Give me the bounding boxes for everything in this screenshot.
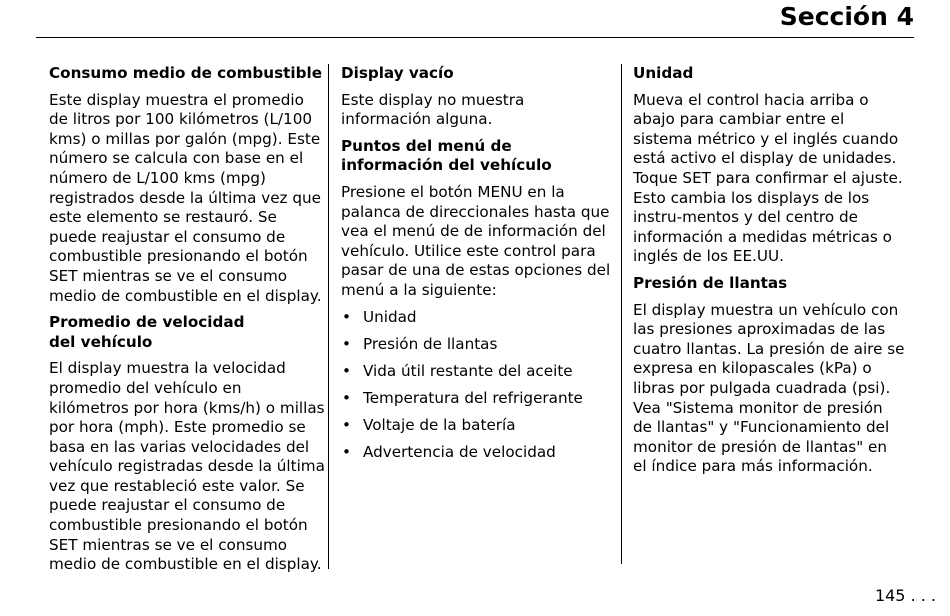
bullet-icon: • bbox=[342, 361, 351, 380]
heading-tire-pressure: Presión de llantas bbox=[633, 273, 788, 292]
column-left bbox=[49, 64, 325, 582]
paragraph-tire-pressure: El display muestra un vehículo con las presiones aproximadas de las cuatro llantas. La presión de aire se expresa en kilopascales (kPa) o libras por pulgada cuadrada (psi). Vea "Sistema monitor de presión de llantas" y "Funcionamiento del monitor de presión de llantas" en el índice para más información. bbox=[633, 300, 905, 476]
heading-fuel-consumption: Consumo medio de combustible bbox=[49, 64, 323, 82]
list-item bbox=[341, 416, 613, 436]
heading-average-speed bbox=[49, 313, 325, 352]
list-item-label: Unidad bbox=[363, 307, 417, 326]
bullet-icon: • bbox=[342, 307, 351, 326]
list-item bbox=[341, 443, 613, 463]
bullet-icon: • bbox=[342, 334, 351, 353]
list-item-label: Vida útil restante del aceite bbox=[363, 361, 573, 380]
paragraph-unit: Mueva el control hacia arriba o abajo para cambiar entre el sistema métrico y el inglés cuando está activo el display de unidades. Toque SET para confirmar el ajuste. Esto cambia los displays de los instru-mentos y del centro de información a medidas métricas o inglés de los EE.UU. bbox=[633, 90, 903, 266]
paragraph-fuel-consumption: Este display muestra el promedio de litros por 100 kilómetros (L/100 kms) o millas por galón (mpg). Este número se calcula con base en el número de L/100 kms (mpg) registrados desde la última vez que este elemento se restauró. Se puede reajustar el consumo de combustible presionando el botón SET mientras se ve el consumo medio de combustible en el display. bbox=[49, 90, 322, 305]
heading-unit: Unidad bbox=[633, 64, 694, 82]
bullet-icon: • bbox=[342, 388, 351, 407]
heading-menu-items: Puntos del menú de información del vehículo bbox=[341, 136, 552, 175]
paragraph-average-speed: El display muestra la velocidad promedio del vehículo en kilómetros por hora (kms/h) o millas por hora (mph). Este promedio se basa en las varias velocidades del vehículo registradas desde la última vez que restableció este valor. Se puede reajustar el consumo de combustible presionando el botón SET mientras se ve el consumo medio de combustible en el display. bbox=[49, 359, 325, 574]
section-title: Sección 4 bbox=[779, 2, 914, 31]
list-item-label: Temperatura del refrigerante bbox=[363, 388, 583, 407]
column-middle bbox=[341, 64, 613, 470]
bullet-icon: • bbox=[342, 415, 351, 434]
paragraph-empty-display: Este display no muestra información alguna. bbox=[341, 90, 525, 129]
paragraph-menu-items: Presione el botón MENU en la palanca de direccionales hasta que vea el menú de de información del vehículo. Utilice este control para pasar de una de estas opciones del menú a la siguiente: bbox=[341, 182, 611, 299]
heading-empty-display: Display vacío bbox=[341, 64, 454, 82]
menu-options-list bbox=[341, 308, 613, 463]
bullet-icon: • bbox=[342, 443, 351, 461]
column-divider-left bbox=[328, 64, 329, 569]
list-item-label: Voltaje de la batería bbox=[363, 415, 516, 434]
list-item bbox=[341, 389, 613, 409]
header-rule bbox=[36, 37, 914, 38]
heading-average-speed-line1: Promedio de velocidad bbox=[49, 313, 245, 332]
list-item-label: Presión de llantas bbox=[363, 334, 498, 353]
list-item bbox=[341, 308, 613, 328]
list-item bbox=[341, 335, 613, 355]
heading-average-speed-line2: del vehículo bbox=[49, 332, 153, 351]
column-divider-right bbox=[621, 64, 622, 564]
page-number: 145 . . . bbox=[874, 586, 936, 605]
list-item bbox=[341, 362, 613, 382]
list-item-label: Advertencia de velocidad bbox=[363, 443, 556, 461]
column-right bbox=[633, 64, 905, 484]
